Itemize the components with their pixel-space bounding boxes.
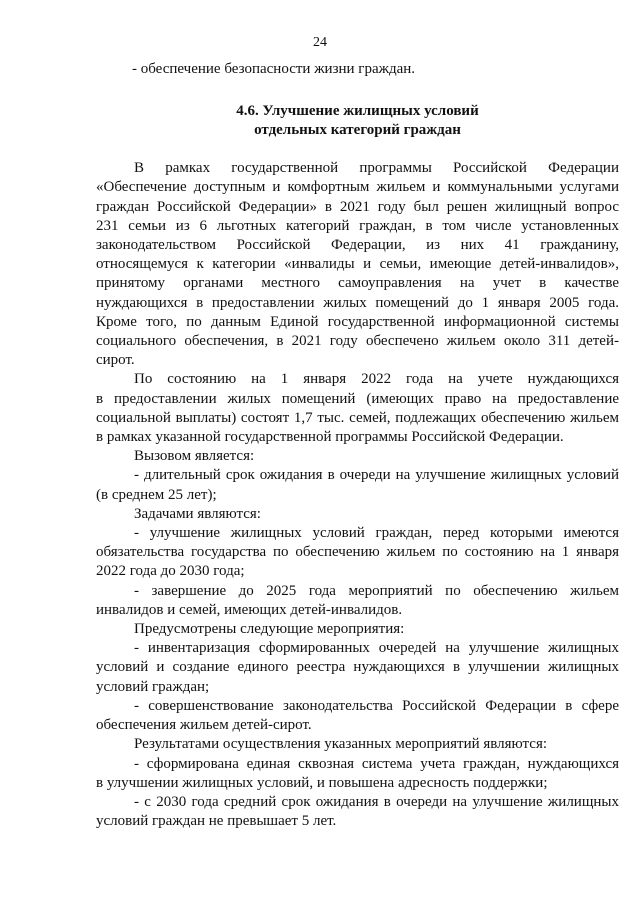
document-body [96, 60, 619, 831]
text-line: - завершение до 2025 года мероприятий по обеспечению жильем [134, 582, 619, 599]
text-line: социального обеспечения, в 2021 году обеспечено жильем около 311 детей- [96, 333, 619, 350]
text-line: инвалидов и семей, имеющих детей-инвалидов. [96, 601, 403, 618]
text-line: нуждающихся в предоставлении жилых помещений до 1 января 2005 года. [96, 294, 619, 311]
text-line: - совершенствование законодательства Российской Федерации в сфере [134, 697, 619, 714]
task-item-2 [96, 582, 619, 620]
text-line: - сформирована единая сквозная система учета граждан, нуждающихся [134, 755, 619, 772]
measure-item-1 [96, 639, 619, 697]
result-item-1 [96, 755, 619, 793]
text-line: в предоставлении жилых помещений (имеющих право на предоставление [96, 390, 619, 407]
intro-list-item: - обеспечение безопасности жизни граждан. [132, 61, 416, 77]
text-line: Кроме того, по данным Единой государственной информационной системы [96, 313, 619, 330]
text-line: 2022 года до 2030 года; [96, 563, 245, 580]
text-line: граждан Российской Федерации» в 2021 году был решен жилищный вопрос [96, 198, 619, 215]
page-number: 24 [313, 35, 327, 50]
text-line: условий и создание единого реестра нуждающихся в улучшении жилищных [96, 659, 619, 676]
text-line: условий граждан; [96, 678, 210, 695]
text-line: социальной выплаты) состоят 1,7 тыс. семей, подлежащих обеспечению жильем [96, 409, 619, 426]
challenge-item [96, 466, 619, 504]
tasks-label: Задачами являются: [134, 505, 261, 522]
text-line: обеспечения жильем детей-сирот. [96, 717, 312, 734]
section-heading [96, 102, 619, 140]
text-line: 231 семьи из 6 льготных категорий граждан, в том числе установленных [96, 217, 619, 234]
text-line: принятому органами местного самоуправления на учет в качестве [96, 275, 619, 292]
paragraph-program-results [96, 159, 619, 370]
text-line: По состоянию на 1 января 2022 года на учете нуждающихся [134, 371, 619, 388]
section-heading-line-2: отдельных категорий граждан [254, 122, 461, 139]
measure-item-2 [96, 697, 619, 735]
text-line: «Обеспечение доступным и комфортным жильем и коммунальными услугами [96, 179, 619, 196]
measures-label: Предусмотрены следующие мероприятия: [134, 621, 405, 638]
text-line: - длительный срок ожидания в очереди на улучшение жилищных условий [134, 467, 619, 484]
results-label: Результатами осуществления указанных мероприятий являются: [134, 736, 548, 753]
text-line: сирот. [96, 352, 135, 369]
text-line: в рамках указанной государственной программы Российской Федерации. [96, 429, 564, 446]
challenge-label: Вызовом является: [134, 448, 255, 465]
text-line: в улучшении жилищных условий, и повышена адресность поддержки; [96, 774, 548, 791]
section-heading-line-1: 4.6. Улучшение жилищных условий [236, 103, 479, 120]
text-line: обязательства государства по обеспечению жильем по состоянию на 1 января [96, 544, 619, 561]
result-item-2 [96, 793, 619, 831]
text-line: - инвентаризация сформированных очередей на улучшение жилищных [134, 640, 619, 657]
paragraph-queue-status [96, 370, 619, 447]
text-line: условий граждан не превышает 5 лет. [96, 813, 337, 830]
text-line: законодательством Российской Федерации, из них 41 гражданину, [96, 237, 619, 254]
text-line: В рамках государственной программы Российской Федерации [134, 160, 619, 177]
text-line: (в среднем 25 лет); [96, 486, 217, 503]
text-line: - с 2030 года средний срок ожидания в очереди на улучшение жилищных [134, 793, 619, 810]
text-line: - улучшение жилищных условий граждан, перед которыми имеются [134, 525, 619, 542]
text-line: относящемуся к категории «инвалиды и семьи, имеющие детей-инвалидов», [96, 256, 619, 273]
task-item-1 [96, 524, 619, 582]
